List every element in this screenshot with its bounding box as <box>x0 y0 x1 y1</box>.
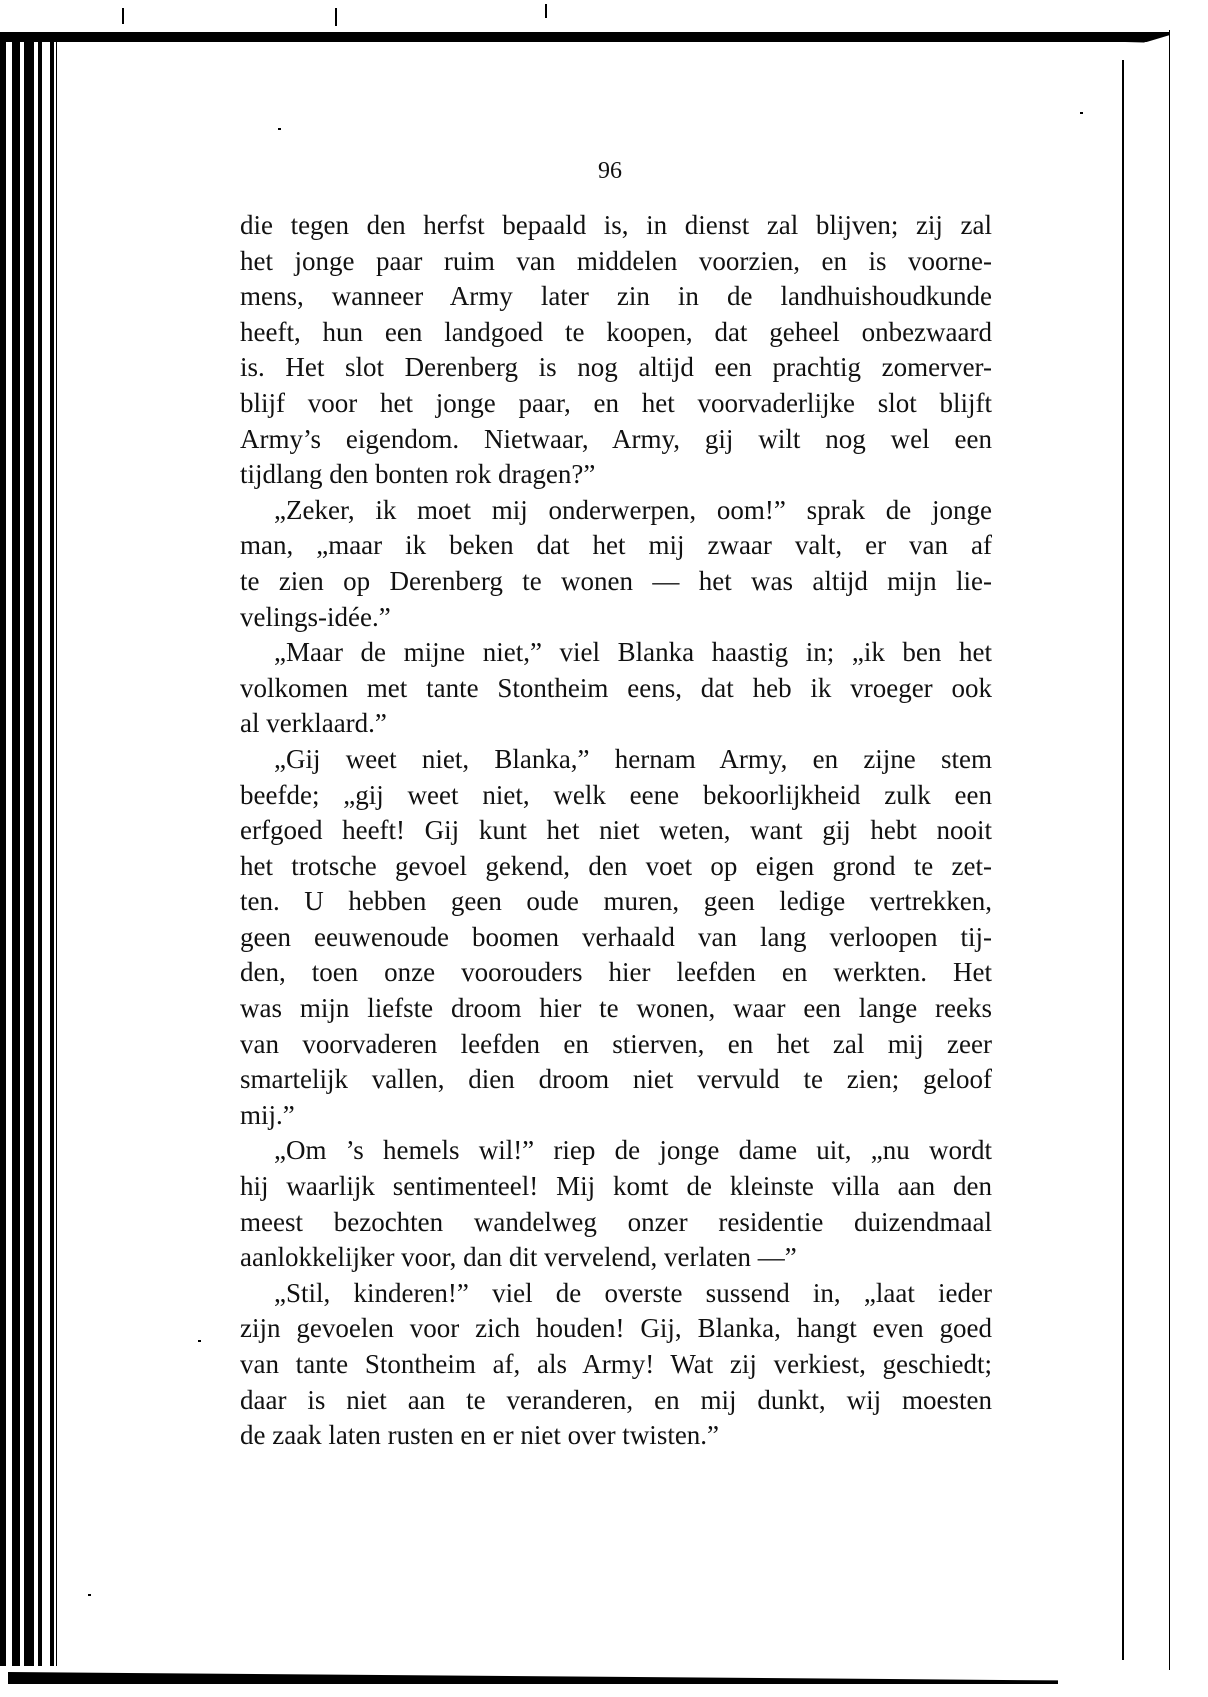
text-line: den, toen onze voorouders hier leefden en werkten. Het <box>240 957 992 988</box>
edge-tick <box>335 8 337 26</box>
text-line: ten. U hebben geen oude muren, geen ledige vertrekken, <box>240 886 992 917</box>
scan-speck <box>198 1340 201 1342</box>
text-line: van tante Stontheim af, als Army! Wat zij verkiest, geschiedt; <box>240 1349 992 1379</box>
text-line: tijdlang den bonten rok dragen?” <box>240 459 596 490</box>
page-number: 96 <box>598 158 622 184</box>
edge-tick <box>545 4 547 18</box>
page-right-edge <box>1122 60 1124 1660</box>
text-line: mij.” <box>240 1099 295 1130</box>
text-line: man, „maar ik beken dat het mij zwaar valt, er van af <box>240 530 992 561</box>
text-line: „Gij weet niet, Blanka,” hernam Army, en zijne stem <box>274 743 992 774</box>
edge-tick <box>122 8 124 24</box>
text-line: zijn gevoelen voor zich houden! Gij, Blanka, hangt even goed <box>240 1313 992 1344</box>
text-line: van voorvaderen leefden en stierven, en het zal mij zeer <box>240 1028 992 1059</box>
scan-speck <box>88 1594 91 1596</box>
text-line: „Om ’s hemels wil!” riep de jonge dame uit, „nu wordt <box>274 1135 992 1166</box>
text-line: te zien op Derenberg te wonen — het was altijd mijn lie- <box>240 565 992 596</box>
scan-speck <box>1080 112 1083 114</box>
text-line: al verklaard.” <box>240 708 387 739</box>
text-line: heeft, hun een landgoed te koopen, dat geheel onbezwaard <box>240 316 992 347</box>
book-binding-edge <box>0 36 58 1666</box>
text-line: „Zeker, ik moet mij onderwerpen, oom!” sprak de jonge <box>274 494 992 525</box>
text-line: geen eeuwenoude boomen verhaald van lang verloopen tij- <box>240 921 992 952</box>
text-line: beefde; „gij weet niet, welk eene bekoorlijkheid zulk een <box>240 779 992 810</box>
page-bottom-edge <box>8 1672 1058 1684</box>
text-line: het jonge paar ruim van middelen voorzien, en is voorne- <box>240 245 992 276</box>
text-line: de zaak laten rusten en er niet over twisten.” <box>240 1420 720 1451</box>
text-line: „Stil, kinderen!” viel de overste sussend in, „laat ieder <box>274 1277 992 1308</box>
text-line: Army’s eigendom. Nietwaar, Army, gij wilt nog wel een <box>240 423 992 454</box>
text-line: daar is niet aan te veranderen, en mij dunkt, wij moesten <box>240 1384 992 1415</box>
text-line: blijf voor het jonge paar, en het voorvaderlijke slot blijft <box>240 387 992 418</box>
text-line: hij waarlijk sentimenteel! Mij komt de kleinste villa aan den <box>240 1171 992 1202</box>
body-text <box>240 208 992 1454</box>
text-line: die tegen den herfst bepaald is, in dienst zal blijven; zij zal <box>240 210 992 240</box>
text-line: „Maar de mijne niet,” viel Blanka haastig in; „ik ben het <box>274 637 992 668</box>
page-right-edge-outer <box>1169 30 1170 1670</box>
text-line: het trotsche gevoel gekend, den voet op eigen grond te zet- <box>240 850 992 881</box>
text-line: erfgoed heeft! Gij kunt het niet weten, want gij hebt nooit <box>240 815 992 846</box>
text-line: velings-idée.” <box>240 601 391 632</box>
text-line: aanlokkelijker voor, dan dit vervelend, verlaten —” <box>240 1242 797 1273</box>
text-line: was mijn liefste droom hier te wonen, waar een lange reeks <box>240 993 992 1024</box>
text-line: smartelijk vallen, dien droom niet vervuld te zien; geloof <box>240 1064 992 1095</box>
text-line: meest bezochten wandelweg onzer residentie duizendmaal <box>240 1206 992 1237</box>
text-line: volkomen met tante Stontheim eens, dat heb ik vroeger ook <box>240 672 992 703</box>
scan-speck <box>278 128 281 130</box>
text-line: mens, wanneer Army later zin in de landhuishoudkunde <box>240 281 992 312</box>
text-line: is. Het slot Derenberg is nog altijd een prachtig zomerver- <box>240 352 992 383</box>
